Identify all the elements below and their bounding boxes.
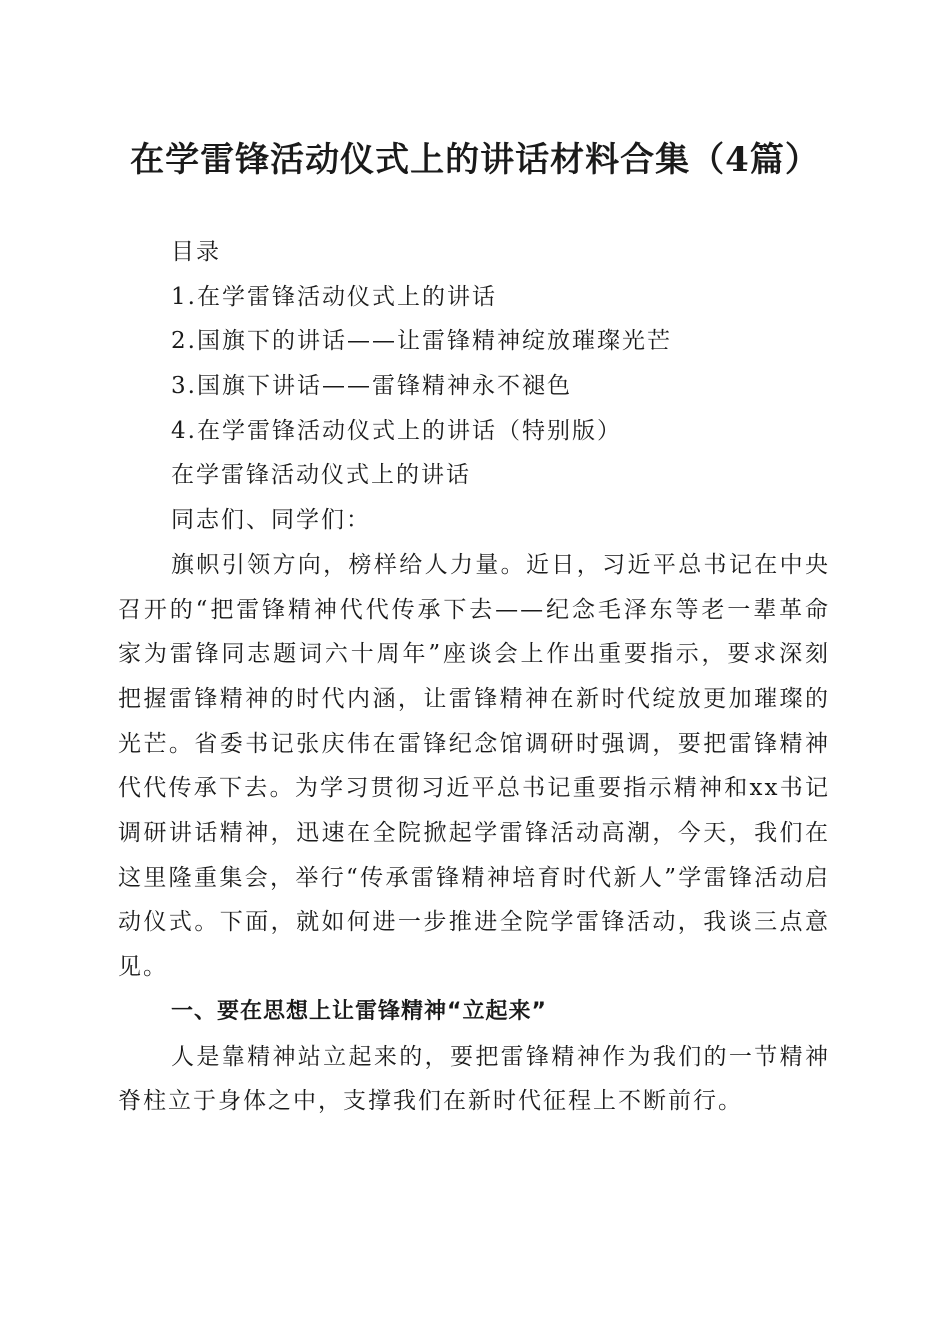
toc-item-2: 2.国旗下的讲话——让雷锋精神绽放璀璨光芒 xyxy=(171,328,672,355)
toc-item-4: 4.在学雷锋活动仪式上的讲话（特别版） xyxy=(171,417,622,444)
paragraph-2: 人是靠精神站立起来的，要把雷锋精神作为我们的一节精神脊柱立于身体之中，支撑我们在新时代征程上不断前行。 xyxy=(118,1043,830,1115)
toc-label: 目录 xyxy=(171,239,221,265)
toc-item-3: 3.国旗下讲话——雷锋精神永不褪色 xyxy=(171,373,572,400)
paragraph-1: 旗帜引领方向，榜样给人力量。近日，习近平总书记在中央召开的“把雷锋精神代代传承下去——纪念毛泽东等老一辈革命家为雷锋同志题词六十周年”座谈会上作出重要指示，要求深刻把握雷锋精神的时代内涵，让雷锋精神在新时代绽放更加璀璨的光芒。省委书记张庆伟在雷锋纪念馆调研时强调，要把雷锋精神代代传承下去。为学习贯彻习近平总书记重要指示精神和xx书记调研讲话精神，迅速在全院掀起学雷锋活动高潮，今天，我们在这里隆重集会，举行“传承雷锋精神培育时代新人”学雷锋活动启动仪式。下面，就如何进一步推进全院学雷锋活动，我谈三点意见。 xyxy=(118,551,830,981)
document-title: 在学雷锋活动仪式上的讲话材料合集（4篇） xyxy=(130,140,820,180)
section-heading-1: 一、要在思想上让雷锋精神“立起来” xyxy=(171,998,547,1024)
article-title: 在学雷锋活动仪式上的讲话 xyxy=(171,462,471,489)
document-body xyxy=(118,230,830,1124)
salutation: 同志们、同学们： xyxy=(171,507,371,534)
toc-item-1: 1.在学雷锋活动仪式上的讲话 xyxy=(171,283,497,310)
